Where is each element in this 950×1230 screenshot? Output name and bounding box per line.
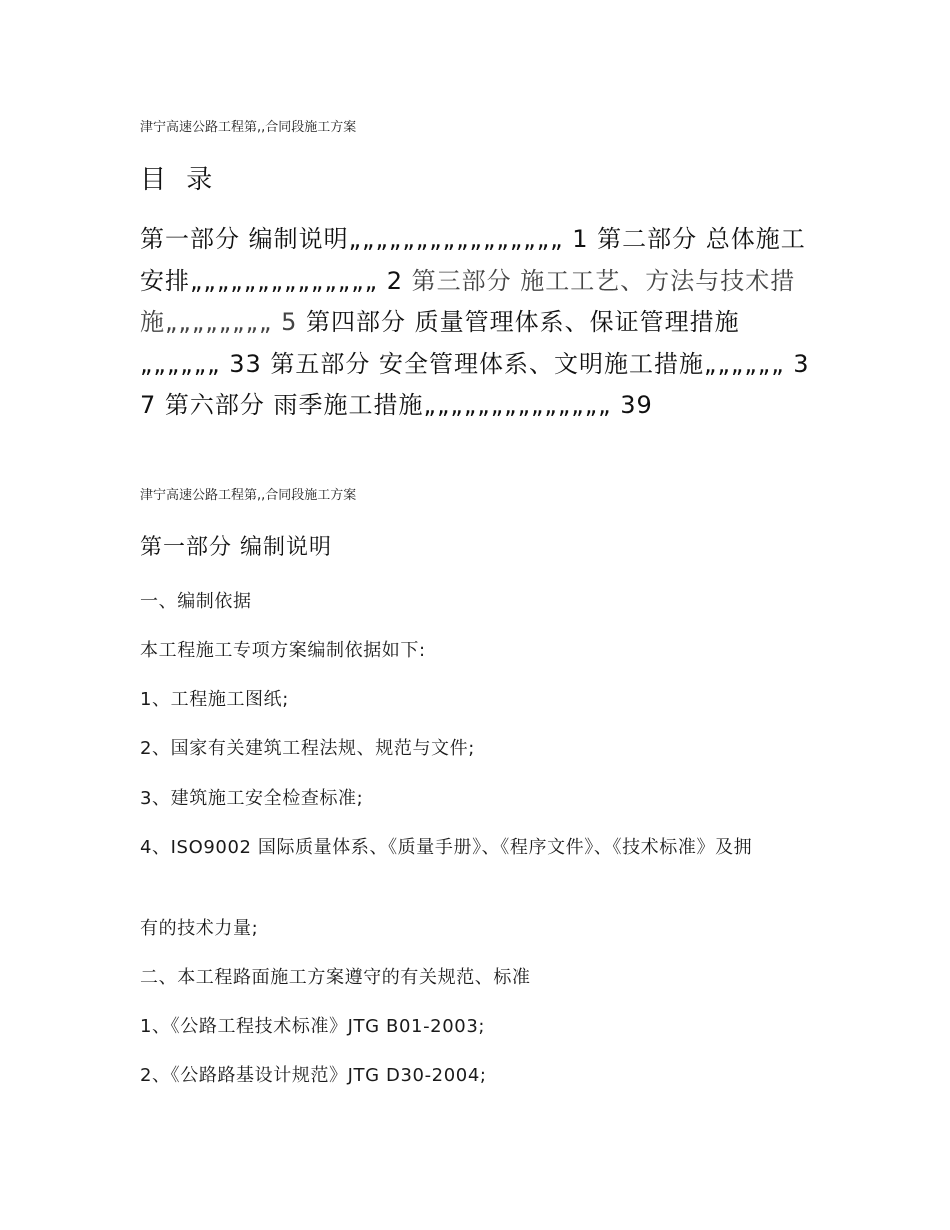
toc-entry-part-2[interactable]: 第二部分 总体施工安排„„„„„„„„„„„„„„ 2: [140, 225, 806, 295]
paragraph: 本工程施工专项方案编制依据如下:: [140, 640, 426, 661]
subsection-heading: 一、编制依据: [140, 591, 252, 612]
toc-entry-part-1[interactable]: 第一部分 编制说明„„„„„„„„„„„„„„„„ 1: [140, 225, 598, 253]
toc-entry-part-5[interactable]: 第五部分 安全管理体系、文明施工措施„„„„„„ 37: [140, 349, 810, 419]
running-header: 津宁高速公路工程第,,合同段施工方案: [140, 488, 357, 503]
list-item: 2、国家有关建筑工程法规、规范与文件;: [140, 738, 475, 759]
subsection-heading: 二、本工程路面施工方案遵守的有关规范、标准: [140, 967, 531, 988]
list-item: 3、建筑施工安全检查标准;: [140, 788, 364, 809]
list-item: 4、ISO9002 国际质量体系、《质量手册》、《程序文件》、《技术标准》及拥: [140, 837, 753, 858]
toc-entry-part-6[interactable]: 第六部分 雨季施工措施„„„„„„„„„„„„„„ 39: [164, 391, 653, 419]
list-item: 1、工程施工图纸;: [140, 689, 289, 710]
list-item: 1、《公路工程技术标准》JTG B01-2003;: [140, 1016, 486, 1037]
list-item: 2、《公路路基设计规范》JTG D30-2004;: [140, 1065, 487, 1086]
table-of-contents: [140, 219, 812, 427]
toc-title: 目 录: [140, 165, 219, 195]
running-header: 津宁高速公路工程第,,合同段施工方案: [140, 120, 357, 135]
section-heading: 第一部分 编制说明: [140, 535, 332, 560]
toc-entry-part-4[interactable]: 第四部分 质量管理体系、保证管理措施„„„„„„ 33: [140, 308, 740, 378]
toc-entry-part-3[interactable]: 第三部分 施工工艺、方法与技术措施„„„„„„„„ 5: [140, 266, 796, 336]
paragraph: 有的技术力量;: [140, 918, 259, 939]
